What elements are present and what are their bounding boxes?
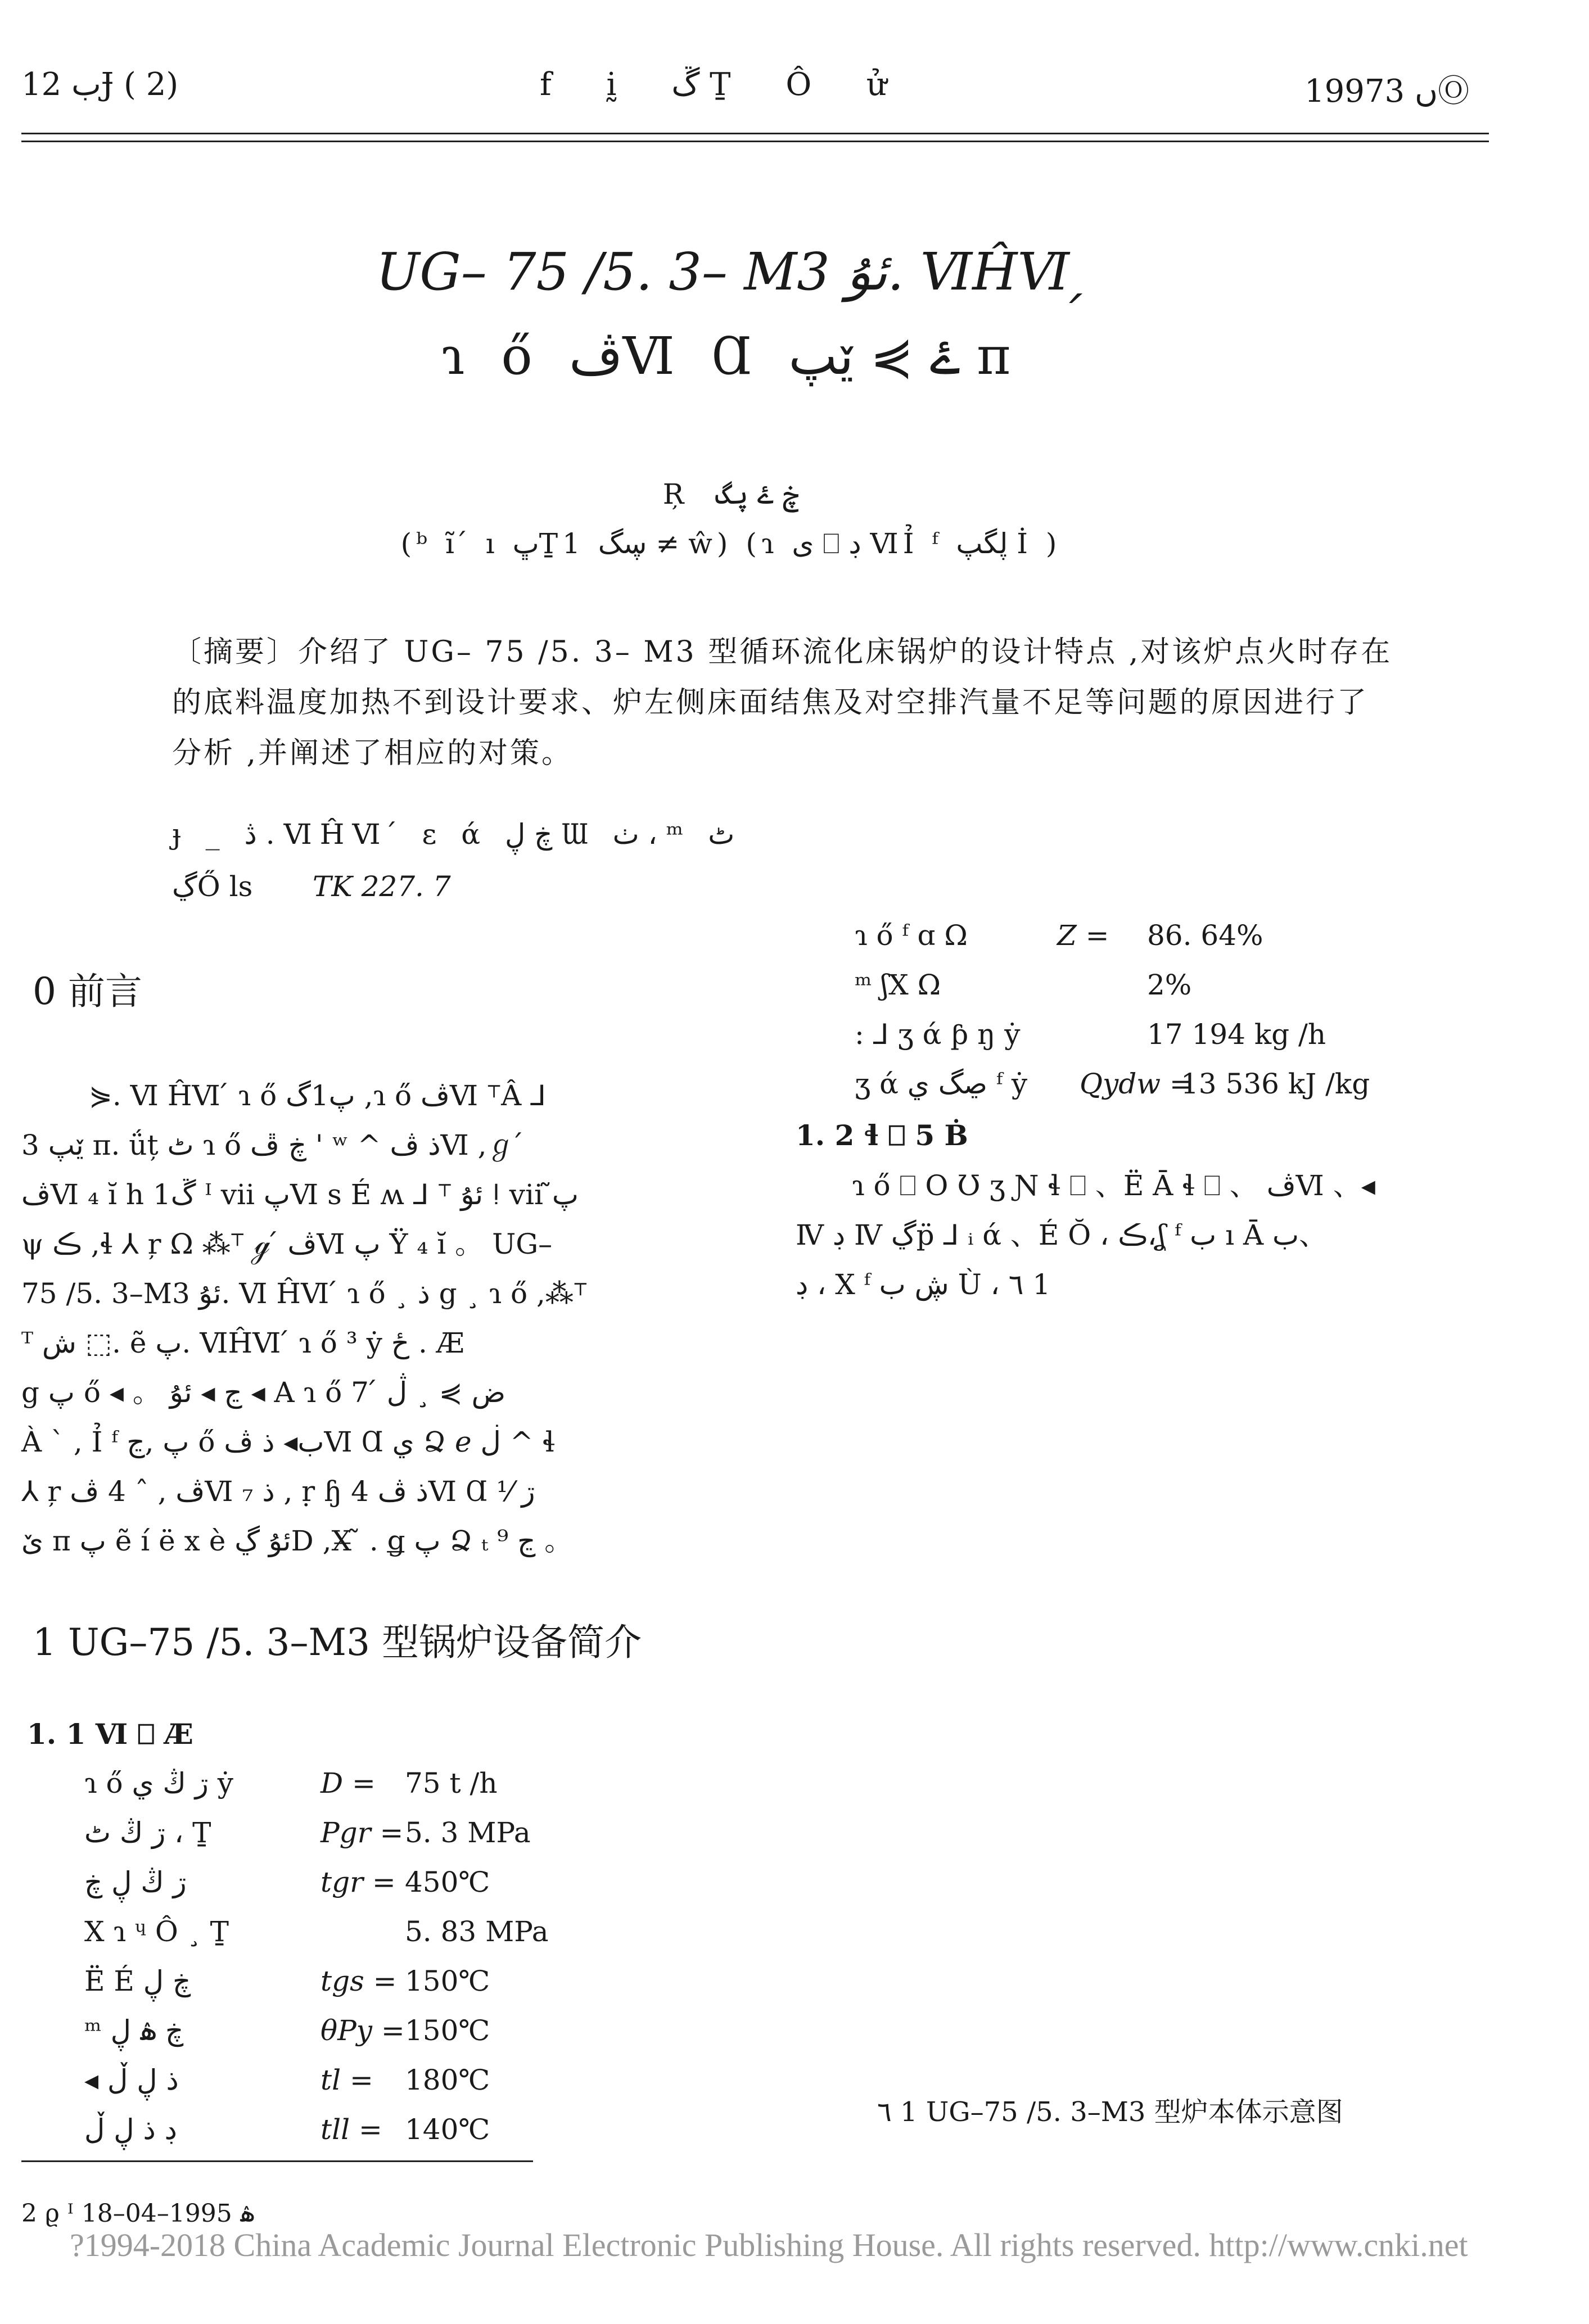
subsection-1-1-heading: 1. 1 Ⅵ ⎕ Æ — [27, 1717, 193, 1751]
article-title-line2: ɿ ő ڤⅥ Ɑ ۓ ⋟ ێپ π — [441, 326, 1021, 386]
body-line: ⋟. Ⅵ ĤⅥ ́ ɿ ő پ1گ ,ɿ ő ڤⅥ ⸆Â ⅃ — [89, 1079, 546, 1112]
param-label: ڗ ڭ ٹ ، Ṯ — [84, 1816, 211, 1849]
header-rule-1 — [21, 133, 1489, 134]
param-value: 86. 64% — [1147, 919, 1263, 952]
param-label: : ⅃ ʒ ά ƥ ŋ ẏ — [855, 1018, 1021, 1051]
param-value: 150℃ — [405, 1965, 490, 1997]
param-label: ڊ ذ ڸ ڵ — [84, 2113, 177, 2146]
body-line: ⅄ ŗ ڤ , ˆ 4 ڤⅥ ₇ ذ , ṛ ɧ 4 ذ ڤⅥ Ɑ ⅟ ڗ — [21, 1475, 535, 1508]
body-line: ڤⅥ ₄ ĭ h ڱ1 ᴵ vii پⅥ s É ʍ ⅃ ⸆ ئۇ ǃ vii پ̃ — [21, 1178, 579, 1211]
param-symbol: θPy = — [320, 2014, 405, 2047]
param-value: 180℃ — [405, 2064, 490, 2096]
param-row — [84, 2055, 590, 2105]
section-0-body — [21, 1071, 719, 1566]
author-names: Ŗ ڿ ۓ ۑگ — [662, 478, 800, 510]
body-line: ᵀ ش ⬚. ẽ پ. ⅥĤⅥ ́ ɿ ő ³ ẏ ځ . Æ — [21, 1327, 464, 1359]
header-center: f ḭ ڱ Ṯ Ô ử — [540, 66, 910, 103]
param-symbol: tgr = — [320, 1866, 396, 1898]
param-value: 5. 83 MPa — [405, 1915, 549, 1948]
param-row — [855, 1059, 1473, 1109]
param-row — [84, 1907, 590, 1956]
param-symbol: Z = — [1057, 919, 1109, 952]
param-label: Ë É ڿ ڸ — [84, 1965, 191, 1997]
param-value: 2% — [1147, 969, 1192, 1001]
param-row — [84, 1857, 590, 1907]
param-symbol: Qydw = — [1080, 1068, 1193, 1100]
param-symbol: tll = — [320, 2113, 382, 2146]
right-column-params — [855, 911, 1473, 1109]
param-value: 17 194 kg /h — [1147, 1018, 1326, 1051]
footnote-rule — [21, 2160, 533, 2162]
abstract: 〔摘要〕介绍了 UG– 75 /5. 3– M3 型循环流化床锅炉的设计特点 ,对该炉点火时存在的底料温度加热不到设计要求、炉左侧床面结焦及对空排汽量不足等问题的原因进行了分析 ,并阐述了相应的对策。 — [172, 635, 1393, 770]
header-rule-2 — [21, 141, 1489, 142]
body-line: 3 ێپ π. ǘț ٹ ɿ ő ڿ ڦ ' ʷ ^ ذ ڤⅥ ,ℊ ́ — [21, 1129, 524, 1161]
param-label: ɿ ő ڗ ڭ ي ẏ — [84, 1767, 233, 1799]
param-label: ڗ ڭ ڸ ڿ — [84, 1866, 187, 1898]
body-line: À ` , Ỉ ᶠ پ ,ڃ ő ب◂ ذ ڤⅥ Ɑ ي Ձ ℯ ڶ ^ ɬ — [21, 1426, 556, 1458]
right-column-body — [796, 1161, 1482, 1309]
param-symbol: D = — [320, 1767, 376, 1799]
keywords: ɟ _ ڎ . ⅥĤⅥ ́ ɛ ά ڿ ڸ Ɯ ٺ ، ᵐ ٹ — [172, 818, 735, 851]
param-label: ɿ ő ᶠ ɑ Ω — [855, 919, 968, 952]
param-label: ʒ ά ڝگ ي ᶠ ẏ — [855, 1068, 1028, 1100]
section-0-heading: 0 前言 — [33, 970, 142, 1013]
body-line: 75 /5. 3–M3 ئۇ. Ⅵ ĤⅥ ́ ɿ ő ¸ ذ g ¸ ɿ ő ,⁂⸆ — [21, 1277, 588, 1310]
body-line: ɿ ő ⎕ O Ʊ ʒ Ɲ ɬ ⎕ 、Ë Ā ɬ ⎕ 、 ڤⅥ 、◂ — [852, 1169, 1375, 1202]
param-value: 75 t /h — [405, 1767, 498, 1799]
param-row — [855, 911, 1473, 960]
header-left: ب 12Ɉ ( 2) — [21, 66, 179, 103]
param-row — [84, 2105, 590, 2154]
param-value: 5. 3 MPa — [405, 1816, 531, 1849]
param-row — [84, 1956, 590, 2006]
copyright-watermark: ?1994-2018 China Academic Journal Electronic Publishing House. All rights reserved. http://www.cnki.net — [70, 2227, 1468, 2263]
header-right: 1997ں 3Ⓞ — [1304, 73, 1470, 110]
param-row — [855, 960, 1473, 1010]
param-symbol: tgs = — [320, 1965, 397, 1997]
param-row — [84, 1808, 590, 1857]
param-row — [84, 1758, 590, 1808]
param-row — [855, 1010, 1473, 1059]
param-label: ᵐ ʃX Ω — [855, 969, 941, 1001]
classification-label: ڲŐ ls — [172, 870, 253, 903]
article-title-line1: UG– 75 /5. 3– M3 ئۇ. ⅥĤⅥ ̗ — [376, 242, 1086, 302]
param-symbol: Pgr = — [320, 1816, 404, 1849]
param-value: 450℃ — [405, 1866, 490, 1898]
body-line: Ⅳ ڊ Ⅳ ڲp̈ ⅃ ᵢ ά 、É Ŏ ، ڪ،ʆ ᶠ ب ı Ā ب、 — [796, 1219, 1328, 1251]
classification-value: TK 227. 7 — [313, 870, 451, 903]
author-affiliation: (ᵇ ĩ ́ ı ڀṮ1 ڛگ ≠ ŵ) (ɿ ی ⎕ ڊ ⅥỈ ᶠ ڸگپ İ ) — [400, 527, 1062, 560]
body-line: ψ ڪ ,ɬ ⅄ ŗ Ω ⁂⸆ ℊ ́ ڤⅥ پ Ÿ ₄ ĭ 。 UG– — [21, 1228, 553, 1260]
param-label: X ɿ ᶣ Ô ¸ Ṯ — [84, 1915, 229, 1948]
section-1-heading: 1 UG–75 /5. 3–M3 型锅炉设备简介 — [33, 1621, 642, 1664]
body-line: g پ ő ◂ 。 ڃ ◂ ئۇ ◂ A ɿ ő ض ⋟ ¸ ڷ ́ 7 — [21, 1376, 506, 1409]
param-value: 140℃ — [405, 2113, 490, 2146]
boiler-params-table — [84, 1758, 590, 2154]
body-line: ڊ ، X ᶠ ڜ ب Ù ، ٦ 1 — [796, 1268, 1051, 1301]
param-symbol: tl = — [320, 2064, 373, 2096]
body-line: ێ π پ ẽ í ë x è ئۇ ڲD ,X̶ ̃ . ǥ پ Ձ ₜ ڃ ⁹ 。 — [21, 1525, 573, 1557]
figure-caption: ٦ 1 UG–75 /5. 3–M3 型炉本体示意图 — [877, 2096, 1343, 2128]
subsection-1-2-heading: 1. 2 ɬ ⎕ 5 Ḃ — [796, 1119, 968, 1152]
param-value: 13 536 kJ /kg — [1181, 1068, 1370, 1100]
param-value: 150℃ — [405, 2014, 490, 2047]
param-label: ◂ ذ ڸ ڵ — [84, 2064, 179, 2096]
param-label: ᵐ ڿ ۿ ڸ — [84, 2014, 184, 2047]
param-row — [84, 2006, 590, 2055]
footnote: 2 ϱ ᴵ ۿ 1995–04–18 — [21, 2199, 255, 2228]
